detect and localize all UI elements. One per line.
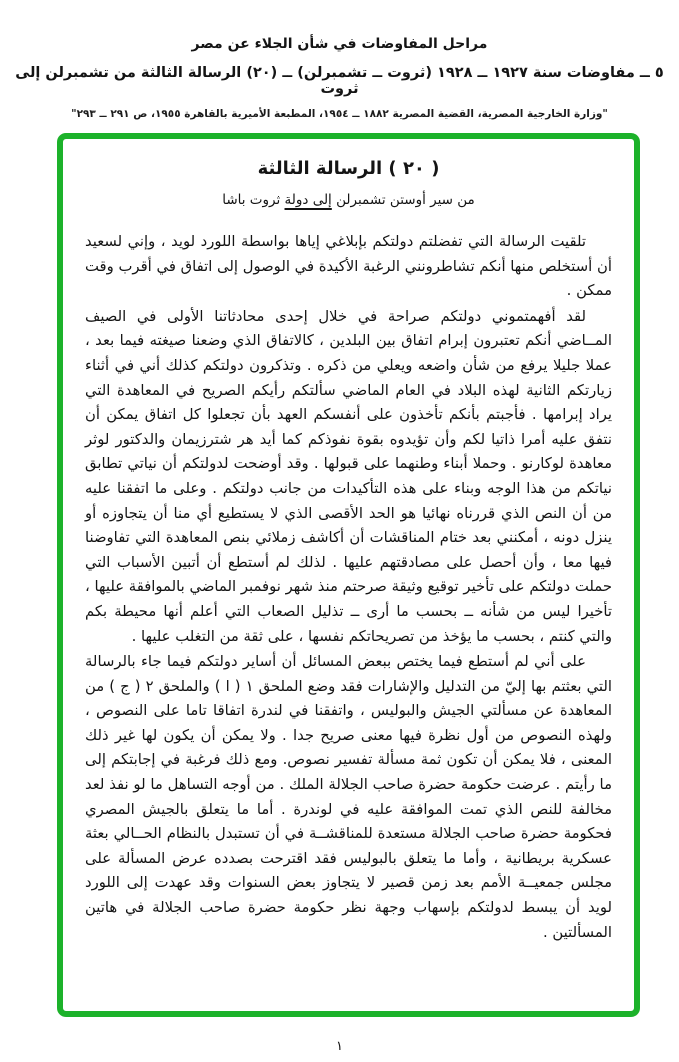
letter-subtitle-part1: من سير أوستن تشمبرلن: [331, 192, 475, 208]
letter-paragraph-1: تلقيت الرسالة التي تفضلتم دولتكم بإبلاغي إياها بواسطة اللورد لويد ، وإني لسعيد أن أستخلص منها أنكم تشاطرونني الرغبة الأكيدة في الوصول إلى اتفاق في أقرب وقت ممكن .: [85, 233, 612, 300]
letter-subtitle-part3: ثروت باشا: [222, 192, 285, 208]
letter-subtitle: [85, 192, 612, 208]
page-number: ١: [336, 1039, 343, 1054]
letter-title: ( ٢٠ ) الرسالة الثالثة: [257, 158, 440, 179]
letter-body: [85, 230, 612, 945]
header-source-citation: "وزارة الخارجية المصرية، القضية المصرية ١٨٨٢ ــ ١٩٥٤، المطبعة الأميرية بالقاهرة ١٩٥٥، ص ٢٩١ ــ ٢٩٣": [71, 108, 608, 120]
header-title: مراحل المفاوضات في شأن الجلاء عن مصر: [191, 36, 488, 52]
letter-paragraph-3: على أني لم أستطع فيما يختص ببعض المسائل أن أساير دولتكم فيما جاء بالرسالة التي بعثتم بها إليّ من التدليل والإشارات فقد وضع الملحق ١ ( ا ) والملحق ٢ ( ج ) من المعاهدة عن مسألتي الجيش والبوليس ، واتفقنا في لندرة اتفاقا تاما على النصوص ، ولهذه النصوص من أول نظرة فيها معنى صريح جدا . ولا يمكن أن يكون لها غير ذلك المعنى ، فلا يمكن أن تكون ثمة مسألة تفسير نصوص. ومع ذلك فرغبة في إجابتكم إلى ما رأيتم . عرضت حكومة حضرة صاحب الجلالة الملك . من أوجه التساهل ما لو نفذ لعد مخالفة للنص الذي تمت الموافقة عليه في لوندرة . أما ما يتعلق بالجيش المصري فحكومة حضرة صاحب الجلالة مستعدة للمناقشــة في أن تستبدل بالنظام الحــالي بعثة عسكرية بريطانية ، وأما ما يتعلق بالبوليس فقد اقترحت بصدده عرض المسألة على مجلس جمعيــة الأمم بعد زمن قصير لا يتجاوز بعض السنوات وقد عهدت إلى اللورد لويد أن يبسط لدولتكم بإسهاب وجهة نظر حكومة حضرة صاحب الجلالة في هاتين المسألتين .: [85, 653, 612, 941]
letter-paragraph-2: لقد أفهمتموني دولتكم صراحة في خلال إحدى محادثاتنا الأولى في الصيف المــاضي أنكم تعتبرون إبرام اتفاق بين البلدين ، كالاتفاق الذي وضعنا صيغته فيما بعد ، عملا جليلا يرفع من شأن واضعه ويعلي من ذكره . وتذكرون دولتكم كذلك أني في أثناء زيارتكم الثانية لهذه البلاد في العام الماضي سألتكم رأيكم الصريح في المعاهدة التي يراد إبرامها . فأجبتم بأنكم تأخذون على أنفسكم العهد بأن تجعلوا كل اتفاق يمكن أن نتفق عليه أمرا ذاتيا لكم وأن تؤيدوه بقوة نفوذكم كما أيد هر شترزيمان والدكتور لوثر معاهدة لوكارنو . وحملا أبناء وطنهما على قبولها . وقد أوضحت لدولتكم أن نياتي تطابق نياتكم من هذا الوجه وبناء على هذه التأكيدات من جانب دولتكم . وعلى ما اتفقنا عليه من أن النص الذي قررناه نهائيا هو الحد الأقصى الذي لا يستطيع أي منا أن يتجاوزه أو ينزل دونه ، أمكنني بعد ختام المناقشات أن أكاشف زملائي بنص المعاهدة التي تفاوضنا فيها معا ، وأن أحصل على مصادقتهم عليها . لذلك لم أستطع أن أتبين الأسباب التي حملت دولتكم على تأخير توقيع وثيقة صرحتم منذ شهر نوفمبر الماضي بالموافقة عليها ، تأخيرا ليس من شأنه ــ بحسب ما أرى ــ تذليل الصعاب التي أعلم أنها محيطة بكم والتي كنتم ، بحسب ما يؤخذ من تصريحاتكم نفسها ، على ثقة من التغلب عليها .: [85, 307, 612, 645]
letter-subtitle-underlined: إلى دولة: [284, 192, 332, 208]
green-border-frame: [57, 133, 640, 1017]
page-header: [0, 36, 679, 120]
header-subtitle: ٥ ــ مفاوضات سنة ١٩٢٧ ــ ١٩٢٨ (ثروت ــ تشمبرلن) ــ (٢٠) الرسالة الثالثة من تشمبرلن إلى ثروت: [15, 65, 664, 97]
